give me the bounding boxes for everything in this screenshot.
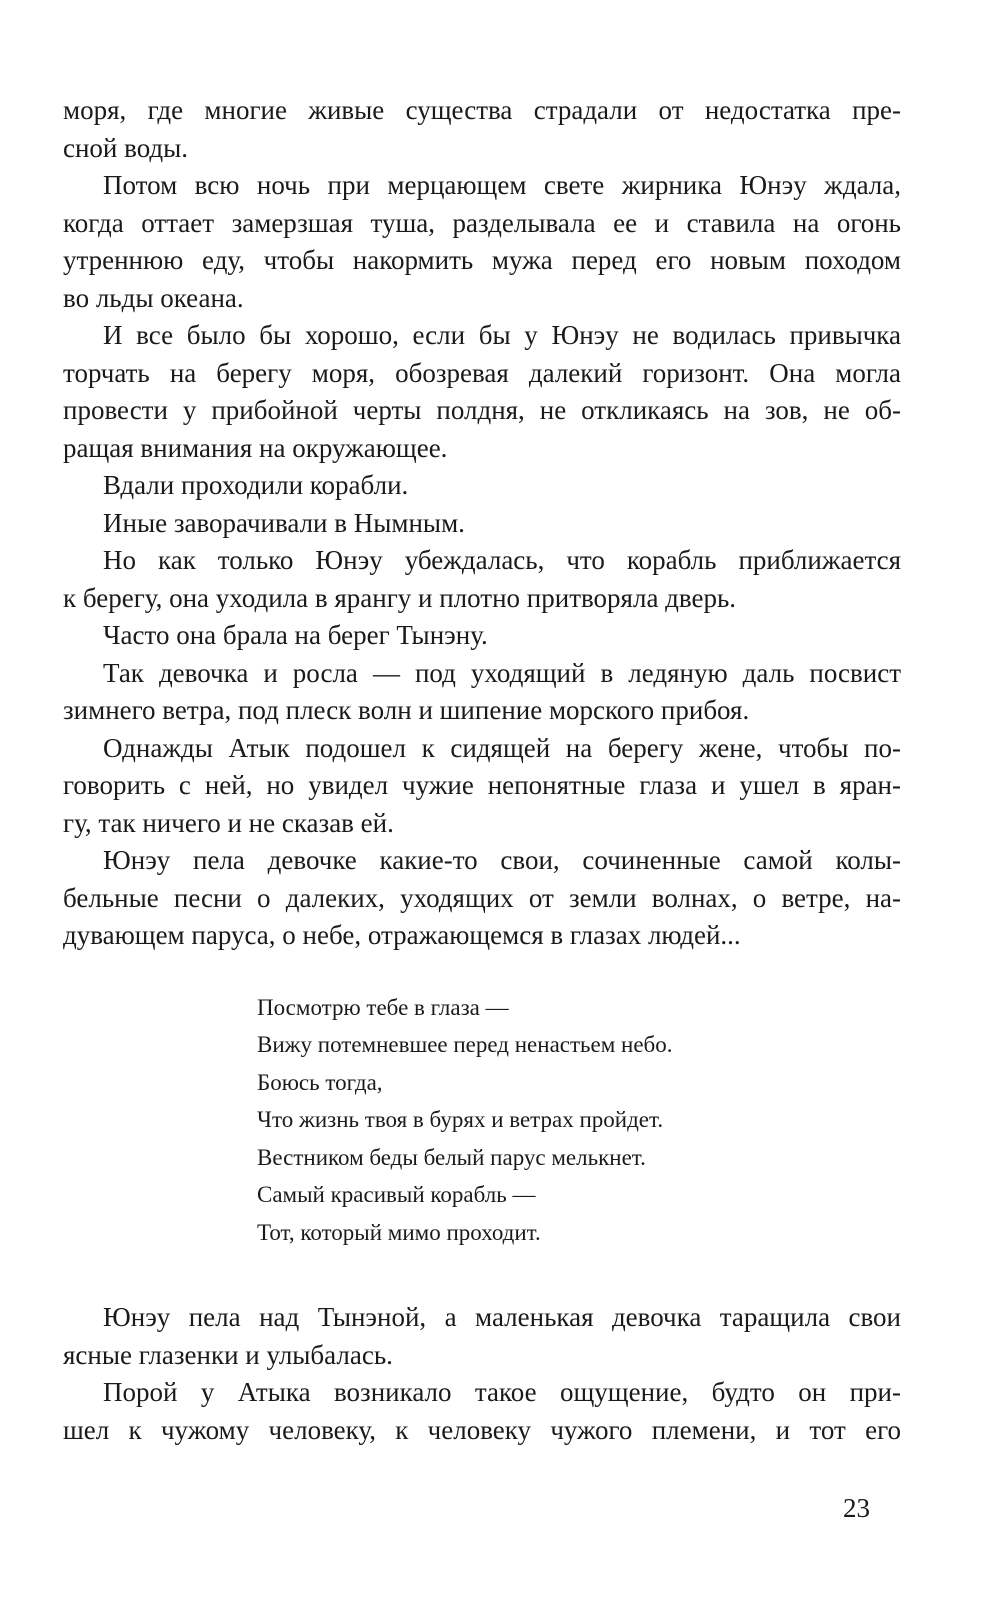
text-line: торчать на берегу моря, обозревая далекий горизонт. Она могла [63, 357, 901, 388]
text-line: гу, так ничего и не сказав ей. [63, 807, 394, 838]
poem-line: Что жизнь твоя в бурях и ветрах пройдет. [257, 1107, 664, 1132]
text-line: говорить с ней, но увидел чужие непонятные глаза и ушел в яран- [63, 770, 901, 800]
paragraph [63, 1299, 901, 1374]
text-line: Потом всю ночь при мерцающем свете жирника Юнэу ждала, [103, 170, 901, 200]
page-number: 23 [843, 1493, 870, 1523]
poem-line: Самый красивый корабль — [257, 1182, 536, 1207]
paragraph [63, 467, 901, 505]
text-line: к берегу, она уходила в ярангу и плотно притворяла дверь. [63, 582, 737, 613]
text-line: во льды океана. [63, 282, 244, 313]
poem-line: Боюсь тогда, [257, 1069, 383, 1095]
poem [63, 989, 901, 1252]
poem-line: Тот, который мимо проходит. [257, 1219, 541, 1245]
paragraph [63, 730, 901, 843]
text-line: Вдали проходили корабли. [103, 470, 409, 500]
paragraph [63, 92, 901, 167]
paragraph [63, 617, 901, 655]
text-line: зимнего ветра, под плеск волн и шипение морского прибоя. [63, 695, 750, 725]
text-line: дувающем паруса, о небе, отражающемся в глазах людей... [63, 920, 741, 950]
paragraph [63, 542, 901, 617]
paragraph [63, 655, 901, 730]
text-line: когда оттает замерзшая туша, разделывала ее и ставила на огонь [63, 207, 901, 238]
text-line: Юнэу пела над Тынэной, а маленькая девочка таращила свои [103, 1302, 901, 1332]
text-line: ясные глазенки и улыбалась. [63, 1339, 393, 1370]
text-line: И все было бы хорошо, если бы у Юнэу не водилась привычка [103, 320, 901, 350]
text-line: Однажды Атык подошел к сидящей на берегу жене, чтобы по- [103, 732, 901, 763]
text-line: ращая внимания на окружающее. [63, 432, 448, 463]
text-line: сной воды. [63, 132, 189, 163]
paragraph [63, 167, 901, 317]
text-line: Часто она брала на берег Тынэну. [103, 620, 488, 650]
text-line: шел к чужому человеку, к человеку чужого племени, и тот его [63, 1414, 901, 1445]
poem-line: Вижу потемневшее перед ненастьем небо. [257, 1032, 673, 1057]
paragraph [63, 1374, 901, 1449]
poem-line: Посмотрю тебе в глаза — [257, 994, 509, 1020]
text-line: Иные заворачивали в Нымным. [103, 507, 465, 538]
paragraph [63, 842, 901, 955]
text-line: провести у прибойной черты полдня, не откликаясь на зов, не об- [63, 395, 901, 425]
text-line: Так девочка и росла — под уходящий в ледяную даль посвист [103, 657, 901, 688]
text-line: Порой у Атыка возникало такое ощущение, будто он при- [103, 1377, 901, 1407]
paragraph [63, 505, 901, 543]
text-line: Юнэу пела девочке какие-то свои, сочиненные самой колы- [103, 845, 901, 875]
text-line: Но как только Юнэу убеждалась, что корабль приближается [103, 545, 901, 575]
text-line: утреннюю еду, чтобы накормить мужа перед его новым походом [63, 245, 901, 275]
paragraph [63, 317, 901, 467]
text-line: бельные песни о далеких, уходящих от земли волнах, о ветре, на- [63, 882, 901, 913]
text-column [63, 92, 901, 1449]
text-line: моря, где многие живые существа страдали от недостатка пре- [63, 95, 901, 125]
poem-line: Вестником беды белый парус мелькнет. [257, 1144, 646, 1170]
